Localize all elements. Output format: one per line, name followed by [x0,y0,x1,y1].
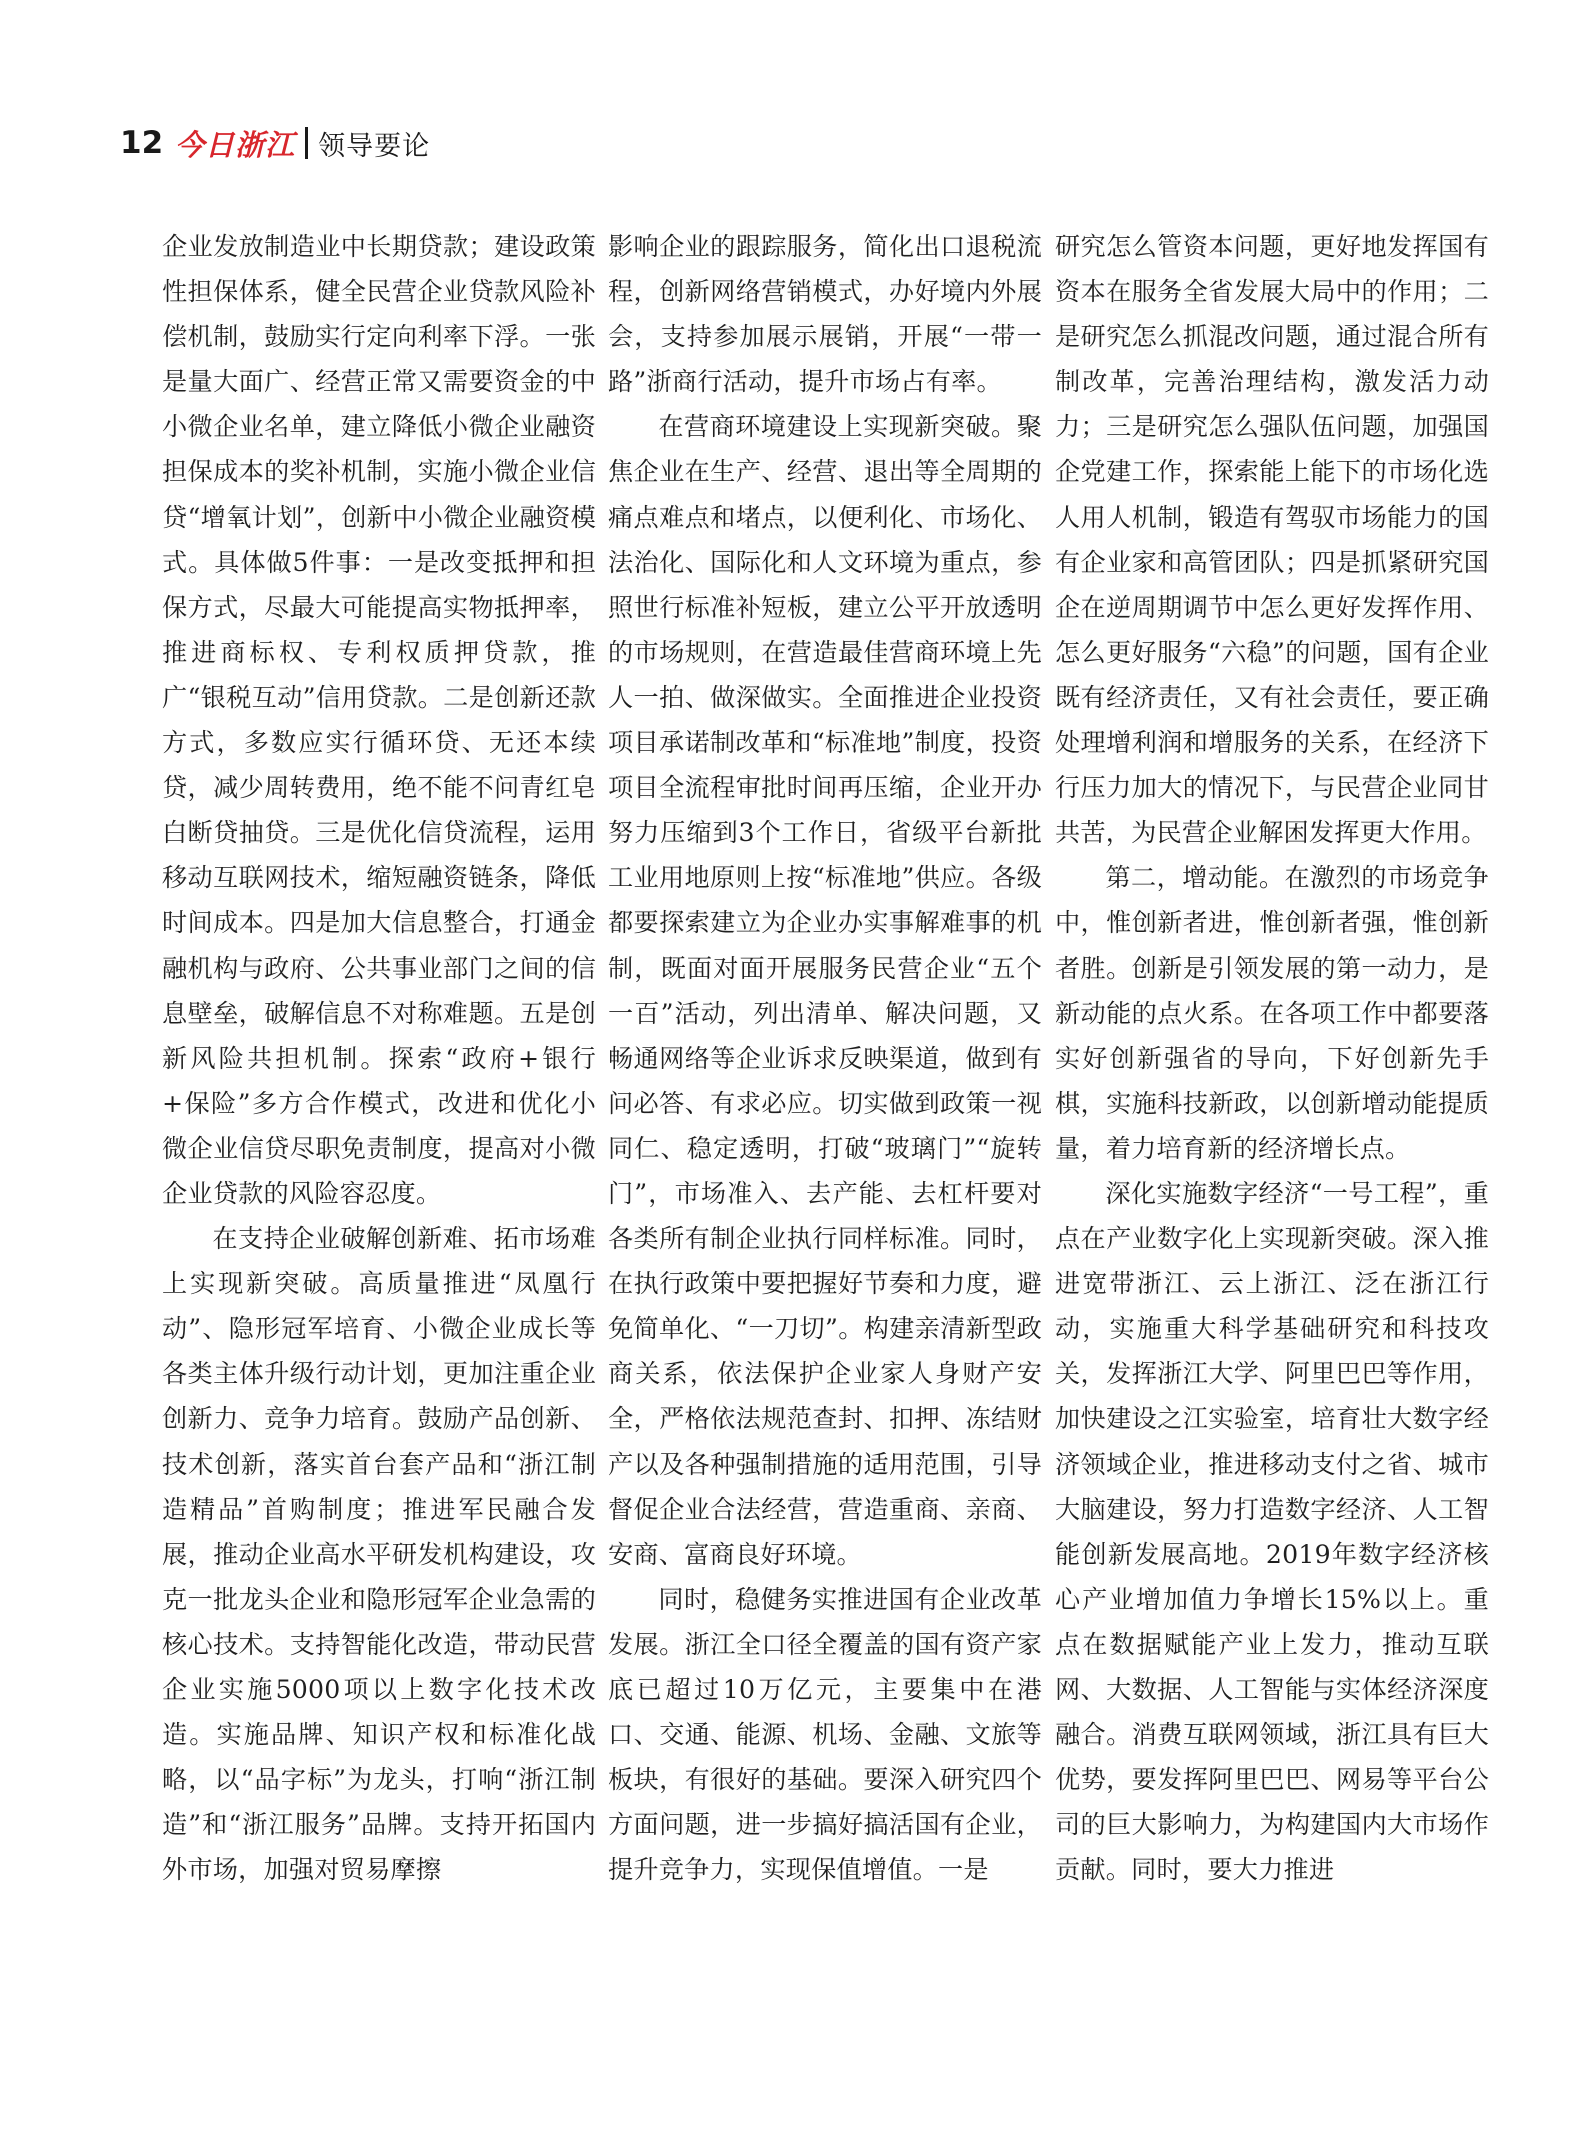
paragraph: 同时，稳健务实推进国有企业改革发展。浙江全口径全覆盖的国有资产家底已超过10万亿元，主要集中在港口、交通、能源、机场、金融、文旅等板块，有很好的基础。要深入研究四个方面问题，进一步搞好搞活国有企业，提升竞争力，实现保值增值。一是 [608,1584,1042,1885]
paragraph: 第二，增动能。在激烈的市场竞争中，惟创新者进，惟创新者强，惟创新者胜。创新是引领发展的第一动力，是新动能的点火系。在各项工作中都要落实好创新强省的导向，下好创新先手棋，实施科技新政，以创新增动能提质量，着力培育新的经济增长点。 [1055,863,1489,1163]
magazine-logo [175,123,295,164]
text-column-2 [608,224,1042,2014]
page-number: 12 [120,125,164,161]
text-column-1 [162,224,596,2014]
logo-text: 今日浙江 [175,127,296,162]
paragraph: 研究怎么管资本问题，更好地发挥国有资本在服务全省发展大局中的作用；二是研究怎么抓混改问题，通过混合所有制改革，完善治理结构，激发活力动力；三是研究怎么强队伍问题，加强国企党建工作，探索能上能下的市场化选人用人机制，锻造有驾驭市场能力的国有企业家和高管团队；四是抓紧研究国企在逆周期调节中怎么更好发挥作用、怎么更好服务“六稳”的问题，国有企业既有经济责任，又有社会责任，要正确处理增利润和增服务的关系，在经济下行压力加大的情况下，与民营企业同甘共苦，为民营企业解困发挥更大作用。 [1055,232,1489,848]
paragraph: 企业发放制造业中长期贷款；建设政策性担保体系，健全民营企业贷款风险补偿机制，鼓励实行定向利率下浮。一张是量大面广、经营正常又需要资金的中小微企业名单，建立降低小微企业融资担保成本的奖补机制，实施小微企业信贷“增氧计划”，创新中小微企业融资模式。具体做5件事：一是改变抵押和担保方式，尽最大可能提高实物抵押率，推进商标权、专利权质押贷款，推广“银税互动”信用贷款。二是创新还款方式，多数应实行循环贷、无还本续贷，减少周转费用，绝不能不问青红皂白断贷抽贷。三是优化信贷流程，运用移动互联网技术，缩短融资链条，降低时间成本。四是加大信息整合，打通金融机构与政府、公共事业部门之间的信息壁垒，破解信息不对称难题。五是创新风险共担机制。探索“政府+银行+保险”多方合作模式，改进和优化小微企业信贷尽职免责制度，提高对小微企业贷款的风险容忍度。 [162,232,596,1208]
text-column-3 [1055,224,1489,2014]
paragraph: 在营商环境建设上实现新突破。聚焦企业在生产、经营、退出等全周期的痛点难点和堵点，以便利化、市场化、法治化、国际化和人文环境为重点，参照世行标准补短板，建立公平开放透明的市场规则，在营造最佳营商环境上先人一拍、做深做实。全面推进企业投资项目承诺制改革和“标准地”制度，投资项目全流程审批时间再压缩，企业开办努力压缩到3个工作日，省级平台新批工业用地原则上按“标准地”供应。各级都要探索建立为企业办实事解难事的机制，既面对面开展服务民营企业“五个一百”活动，列出清单、解决问题，又畅通网络等企业诉求反映渠道，做到有问必答、有求必应。切实做到政策一视同仁、稳定透明，打破“玻璃门”“旋转门”，市场准入、去产能、去杠杆要对各类所有制企业执行同样标准。同时，在执行政策中要把握好节奏和力度，避免简单化、“一刀切”。构建亲清新型政商关系，依法保护企业家人身财产安全，严格依法规范查封、扣押、冻结财产以及各种强制措施的适用范围，引导督促企业合法经营，营造重商、亲商、安商、富商良好环境。 [608,412,1042,1569]
paragraph: 深化实施数字经济“一号工程”，重点在产业数字化上实现新突破。深入推进宽带浙江、云上浙江、泛在浙江行动，实施重大科学基础研究和科技攻关，发挥浙江大学、阿里巴巴等作用，加快建设之江实验室，培育壮大数字经济领域企业，推进移动支付之省、城市大脑建设，努力打造数字经济、人工智能创新发展高地。2019年数字经济核心产业增加值力争增长15%以上。重点在数据赋能产业上发力，推动互联网、大数据、人工智能与实体经济深度融合。消费互联网领域，浙江具有巨大优势，要发挥阿里巴巴、网易等平台公司的巨大影响力，为构建国内大市场作贡献。同时，要大力推进 [1055,1178,1489,1885]
paragraph: 在支持企业破解创新难、拓市场难上实现新突破。高质量推进“凤凰行动”、隐形冠军培育、小微企业成长等各类主体升级行动计划，更加注重企业创新力、竞争力培育。鼓励产品创新、技术创新，落实首台套产品和“浙江制造精品”首购制度；推进军民融合发展，推动企业高水平研发机构建设，攻克一批龙头企业和隐形冠军企业急需的核心技术。支持智能化改造，带动民营企业实施5000项以上数字化技术改造。实施品牌、知识产权和标准化战略，以“品字标”为龙头，打响“浙江制造”和“浙江服务”品牌。支持开拓国内外市场，加强对贸易摩擦 [162,1224,596,1885]
section-title: 领导要论 [318,130,431,162]
paragraph: 影响企业的跟踪服务，简化出口退税流程，创新网络营销模式，办好境内外展会，支持参加展示展销，开展“一带一路”浙商行活动，提升市场占有率。 [608,232,1042,397]
page-header [120,118,430,168]
header-divider [305,127,308,159]
